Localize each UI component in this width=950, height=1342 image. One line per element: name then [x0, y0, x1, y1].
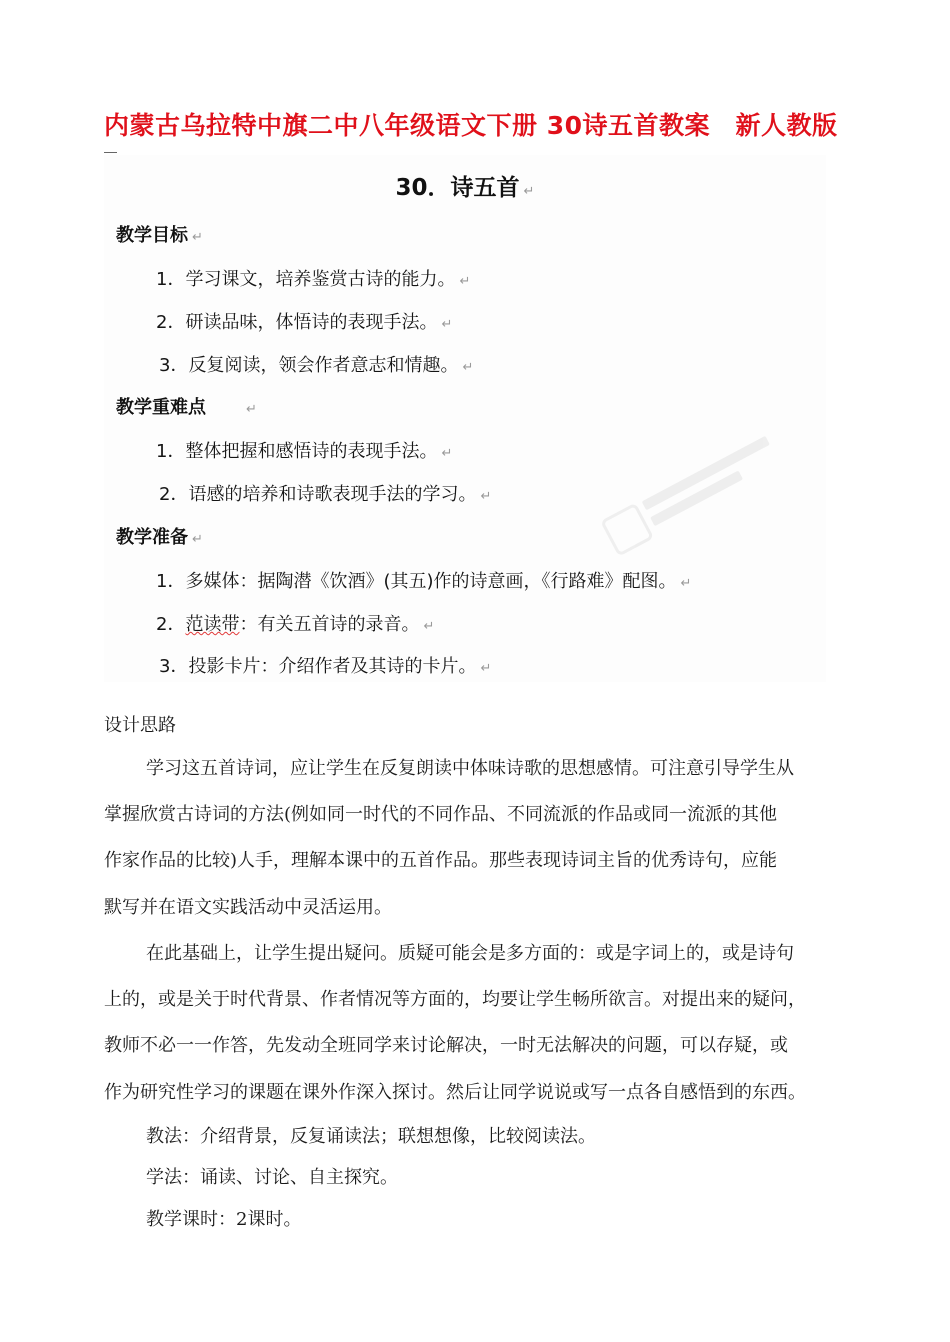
- document-title: 内蒙古乌拉特中旗二中八年级语文下册 30诗五首教案 新人教版: [104, 111, 838, 140]
- paragraph-line: 在此基础上，让学生提出疑问。质疑可能会是多方面的：或是字词上的，或是诗句: [146, 943, 794, 964]
- paragraph-line: 作家作品的比较)人手，理解本课中的五首作品。那些表现诗词主旨的优秀诗句，应能: [104, 850, 778, 871]
- section-heading-design: 设计思路: [104, 715, 176, 736]
- lesson-title: 30．诗五首 ↵: [395, 175, 535, 201]
- list-item: 2．范读带：有关五首诗的录音。 ↵: [156, 614, 435, 635]
- paragraph-line: 教师不必一一作答，先发动全班同学来讨论解决，一时无法解决的问题，可以存疑，或: [104, 1035, 788, 1056]
- paragraph-line: 掌握欣赏古诗词的方法(例如同一时代的不同作品、不同流派的作品或同一流派的其他: [104, 804, 778, 825]
- teaching-method: 教法：介绍背景，反复诵读法；联想想像，比较阅读法。: [146, 1126, 596, 1147]
- title-rule-mark: [104, 152, 117, 153]
- class-hours: 教学课时：2课时。: [146, 1209, 302, 1230]
- section-heading-key-points: 教学重难点 ↵: [116, 397, 257, 418]
- section-heading-goals: 教学目标 ↵: [116, 225, 203, 246]
- watermark-logo: [587, 403, 801, 568]
- spellcheck-underlined-text: 范读带: [185, 614, 240, 635]
- paragraph-line: 学习这五首诗词，应让学生在反复朗读中体味诗歌的思想感情。可注意引导学生从: [146, 758, 794, 779]
- section-heading-preparation: 教学准备 ↵: [116, 527, 203, 548]
- list-item: 2．研读品味，体悟诗的表现手法。 ↵: [156, 312, 453, 333]
- list-item: 2．语感的培养和诗歌表现手法的学习。 ↵: [159, 484, 492, 505]
- list-item: 1．多媒体：据陶潜《饮酒》(其五)作的诗意画，《行路难》配图。 ↵: [156, 571, 692, 592]
- list-item: 1．学习课文，培养鉴赏古诗的能力。 ↵: [156, 269, 471, 290]
- learning-method: 学法：诵读、讨论、自主探究。: [146, 1167, 398, 1188]
- embedded-page-image: [104, 155, 826, 682]
- list-item: 3．反复阅读，领会作者意志和情趣。 ↵: [159, 355, 474, 376]
- list-item: 1．整体把握和感悟诗的表现手法。 ↵: [156, 441, 453, 462]
- list-item: 3．投影卡片：介绍作者及其诗的卡片。 ↵: [159, 656, 492, 677]
- paragraph-line: 上的，或是关于时代背景、作者情况等方面的，均要让学生畅所欲言。对提出来的疑问，: [104, 989, 806, 1010]
- paragraph-line: 默写并在语文实践活动中灵活运用。: [104, 897, 392, 918]
- paragraph-line: 作为研究性学习的课题在课外作深入探讨。然后让同学说说或写一点各自感悟到的东西。: [104, 1082, 806, 1103]
